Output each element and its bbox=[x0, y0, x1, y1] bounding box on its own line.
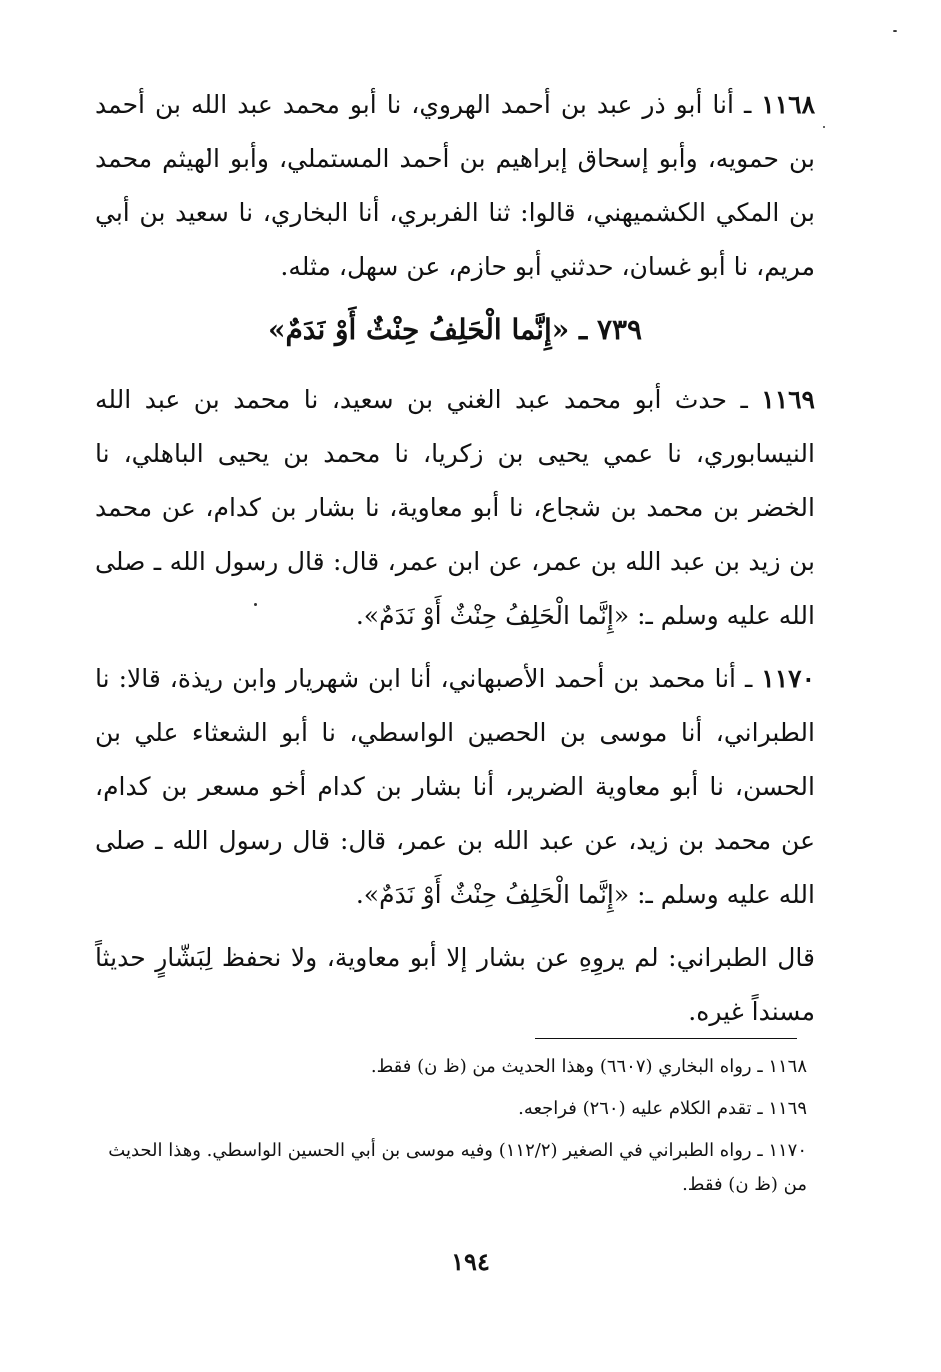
scan-speck bbox=[893, 30, 897, 32]
hadith-number: ١١٦٨ bbox=[761, 90, 815, 119]
hadith-text: ـ حدث أبو محمد عبد الغني بن سعيد، نا محمد بن عبد الله النيسابوري، نا عمي يحيى بن زكريا، نا محمد بن يحيى الباهلي، نا الخضر بن محمد بن شجاع، نا أبو معاوية، نا بشار بن كدام، عن محمد بن زيد بن عبد الله بن عمر، عن ابن عمر، قال: قال رسول الله ـ صلى الله عليه وسلم ـ: «إِنَّما الْحَلِفُ حِنْثٌ أَوْ نَدَمٌ». bbox=[95, 385, 815, 630]
footnote-1168: ١١٦٨ ـ رواه البخاري (٦٦٠٧) وهذا الحديث من (ظ ن) فقط. bbox=[370, 1056, 807, 1077]
comment-text: قال الطبراني: لم يروِهِ عن بشار إلا أبو معاوية، ولا نحفظ لِبَشّارٍ حديثاً مسنداً غيره. bbox=[95, 943, 815, 1026]
footnote-1170: ١١٧٠ ـ رواه الطبراني في الصغير (١١٢/٢) وفيه موسى بن أبي الحسين الواسطي. وهذا الحديث من (ظ ن) فقط. bbox=[108, 1140, 807, 1195]
hadith-1168 bbox=[95, 78, 815, 294]
chapter-heading: ٧٣٩ ـ «إِنَّما الْحَلِفُ حِنْثٌ أَوْ نَدَمٌ» bbox=[267, 313, 643, 346]
hadith-1169 bbox=[95, 373, 815, 643]
footnote-separator bbox=[535, 1038, 797, 1039]
hadith-text: ـ أنا محمد بن أحمد الأصبهاني، أنا ابن شهريار وابن ريذة، قالا: نا الطبراني، أنا موسى بن الحصين الواسطي، نا أبو الشعثاء علي بن الحسن، نا أبو معاوية الضرير، أنا بشار بن كدام أخو مسعر بن كدام، عن محمد بن زيد، عن عبد الله بن عمر، قال: قال رسول الله ـ صلى الله عليه وسلم ـ: «إِنَّما الْحَلِفُ حِنْثٌ أَوْ نَدَمٌ». bbox=[95, 664, 815, 909]
hadith-number: ١١٧٠ bbox=[761, 664, 815, 693]
page-number: ١٩٤ bbox=[451, 1247, 490, 1276]
hadith-text: ـ أنا أبو ذر عبد بن أحمد الهروي، نا أبو محمد عبد الله بن أحمد بن حمويه، وأبو إسحاق إبراهيم بن أحمد المستملي، وأبو الهيثم محمد بن المكي الكشميهني، قالوا: ثنا الفربري، أنا البخاري، نا سعيد بن أبي مريم، نا أبو غسان، حدثني أبو حازم، عن سهل، مثله. bbox=[95, 90, 815, 281]
main-text bbox=[95, 78, 815, 1048]
footnotes bbox=[95, 1050, 815, 1210]
hadith-number: ١١٦٩ bbox=[761, 385, 815, 414]
hadith-1170 bbox=[95, 652, 815, 922]
tabarani-comment bbox=[95, 931, 815, 1039]
scan-speck bbox=[823, 126, 825, 128]
footnote-1169: ١١٦٩ ـ تقدم الكلام عليه (٢٦٠) فراجعه. bbox=[518, 1098, 807, 1119]
